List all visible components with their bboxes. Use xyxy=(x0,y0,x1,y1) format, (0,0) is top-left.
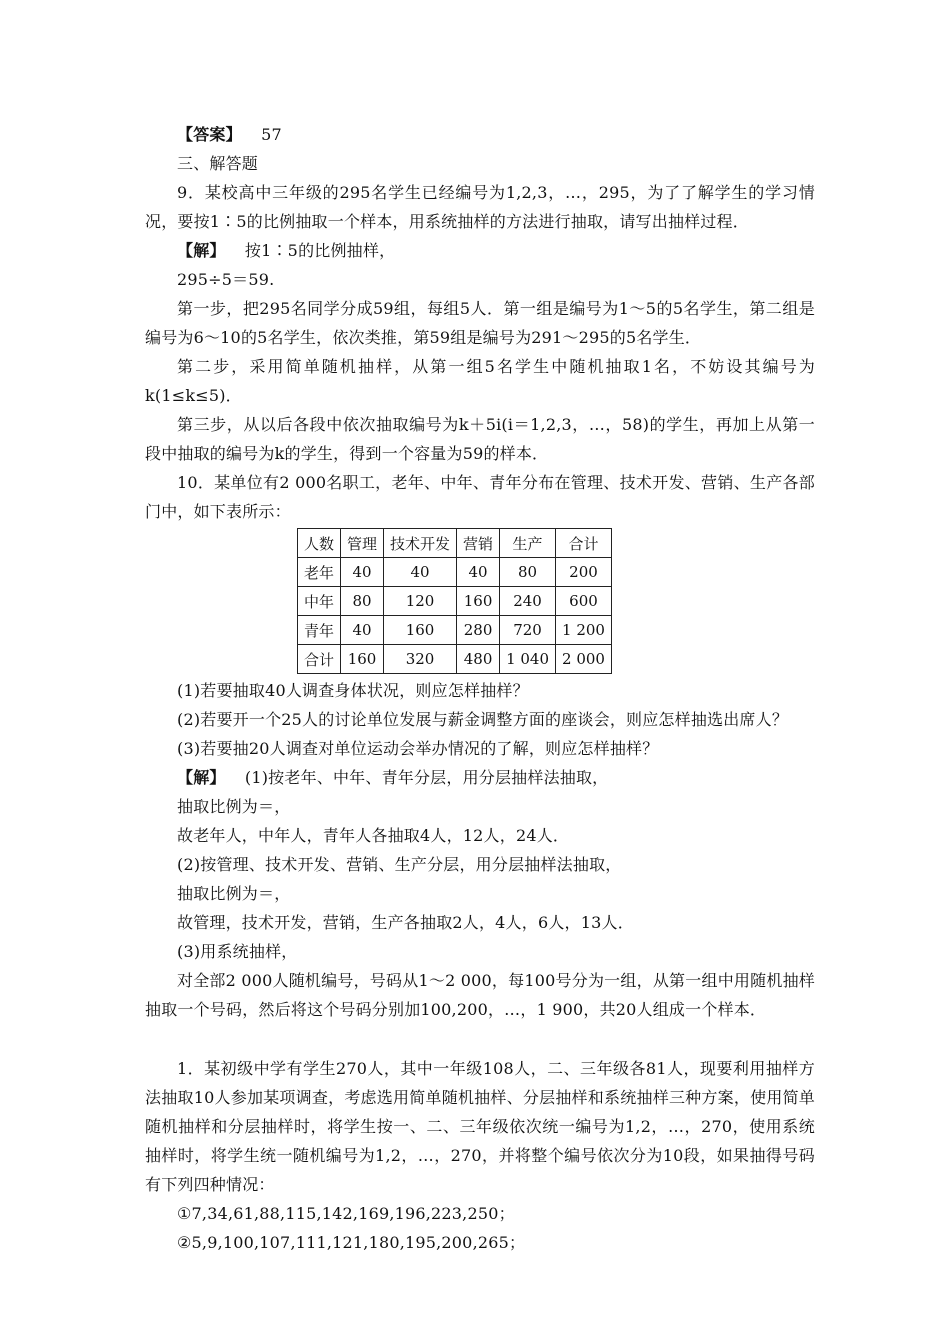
q10-sub3: (3)若要抽20人调查对单位运动会举办情况的了解，则应怎样抽样？ xyxy=(177,739,659,758)
table-row xyxy=(298,587,612,616)
q10-sub2: (2)若要开一个25人的讨论单位发展与薪金调整方面的座谈会，则应怎样抽选出席人？ xyxy=(177,710,789,729)
q10-s8: 对全部2 000人随机编号，号码从1～2 000，每100号分为一组，从第一组中用随机抽样抽取一个号码，然后将这个号码分别加100,200，…，1 900，共20人组成一个样本． xyxy=(145,971,815,1019)
table-header-cell: 管理 xyxy=(341,529,384,558)
q9-calc: 295÷5＝59. xyxy=(177,270,275,289)
q9-step3: 第三步，从以后各段中依次抽取编号为k＋5i(i＝1,2,3，…，58)的学生，再加上从第一段中抽取的编号为k的学生，得到一个容量为59的样本． xyxy=(145,415,815,463)
table-row xyxy=(298,616,612,645)
answer-value: 57 xyxy=(261,125,282,144)
table-cell: 1 040 xyxy=(500,645,556,674)
practice-1-option-2: ②5,9,100,107,111,121,180,195,200,265； xyxy=(177,1233,526,1252)
table-row xyxy=(298,558,612,587)
q10-s2: 抽取比例为＝， xyxy=(177,797,291,816)
table-cell: 160 xyxy=(384,616,457,645)
table-cell: 青年 xyxy=(298,616,341,645)
table-header-cell: 技术开发 xyxy=(384,529,457,558)
table-cell: 320 xyxy=(384,645,457,674)
q10-solution-label: 【解】 xyxy=(177,768,226,787)
q10-s5: 抽取比例为＝， xyxy=(177,884,291,903)
table-header-cell: 合计 xyxy=(556,529,612,558)
table-header-cell: 生产 xyxy=(500,529,556,558)
table-cell: 中年 xyxy=(298,587,341,616)
table-cell: 160 xyxy=(457,587,500,616)
table-header-cell: 营销 xyxy=(457,529,500,558)
q9-step2: 第二步，采用简单随机抽样，从第一组5名学生中随机抽取1名，不妨设其编号为k(1≤k≤5)． xyxy=(145,357,815,405)
section-gap xyxy=(145,1024,815,1054)
table-cell: 40 xyxy=(457,558,500,587)
table-cell: 2 000 xyxy=(556,645,612,674)
table-cell: 40 xyxy=(384,558,457,587)
table-cell: 合计 xyxy=(298,645,341,674)
q9-solution-label: 【解】 xyxy=(177,241,226,260)
table-cell: 240 xyxy=(500,587,556,616)
table-cell: 老年 xyxy=(298,558,341,587)
q10-s4: (2)按管理、技术开发、营销、生产分层，用分层抽样法抽取， xyxy=(177,855,622,874)
table-cell: 40 xyxy=(341,616,384,645)
practice-1: 1．某初级中学有学生270人，其中一年级108人，二、三年级各81人，现要利用抽样方法抽取10人参加某项调查，考虑选用简单随机抽样、分层抽样和系统抽样三种方案，使用简单随机抽样和分层抽样时，将学生按一、二、三年级依次统一编号为1,2，…，270，使用系统抽样时，将学生统一随机编号为1,2，…，270，并将整个编号依次分为10段，如果抽得号码有下列四种情况： xyxy=(145,1059,815,1194)
table-cell: 80 xyxy=(500,558,556,587)
table-cell: 720 xyxy=(500,616,556,645)
q10-s6: 故管理，技术开发，营销，生产各抽取2人，4人，6人，13人． xyxy=(177,913,634,932)
question-10: 10．某单位有2 000名职工，老年、中年、青年分布在管理、技术开发、营销、生产各部门中，如下表所示： xyxy=(145,473,815,521)
q9-step1: 第一步，把295名同学分成59组，每组5人．第一组是编号为1～5的5名学生，第二组是编号为6～10的5名学生，依次类推，第59组是编号为291～295的5名学生． xyxy=(145,299,815,347)
question-9: 9．某校高中三年级的295名学生已经编号为1,2,3，…，295，为了了解学生的学习情况，要按1∶5的比例抽取一个样本，用系统抽样的方法进行抽取，请写出抽样过程． xyxy=(145,183,815,231)
table-cell: 200 xyxy=(556,558,612,587)
q10-s1: (1)按老年、中年、青年分层，用分层抽样法抽取， xyxy=(244,768,609,787)
section-title: 三、解答题 xyxy=(177,154,259,173)
table-cell: 80 xyxy=(341,587,384,616)
q10-s7: (3)用系统抽样， xyxy=(177,942,298,961)
q9-solution-first: 按1∶5的比例抽样， xyxy=(244,241,396,260)
answer-line xyxy=(145,120,815,149)
table-cell: 40 xyxy=(341,558,384,587)
q9-solution-line xyxy=(145,236,815,265)
table-cell: 280 xyxy=(457,616,500,645)
q10-sub1: (1)若要抽取40人调查身体状况，则应怎样抽样？ xyxy=(177,681,529,700)
practice-1-option-1: ①7,34,61,88,115,142,169,196,223,250； xyxy=(177,1204,515,1223)
staff-distribution-table xyxy=(297,528,612,674)
document-page xyxy=(145,120,815,1257)
answer-label: 【答案】 xyxy=(177,125,242,144)
table-cell: 600 xyxy=(556,587,612,616)
table-cell: 480 xyxy=(457,645,500,674)
table-cell: 160 xyxy=(341,645,384,674)
table-row xyxy=(298,645,612,674)
table-cell: 1 200 xyxy=(556,616,612,645)
q10-solution-line xyxy=(145,763,815,792)
table-cell: 120 xyxy=(384,587,457,616)
q10-s3: 故老年人，中年人，青年人各抽取4人，12人，24人． xyxy=(177,826,570,845)
table-header-cell: 人数 xyxy=(298,529,341,558)
table-header-row xyxy=(298,529,612,558)
